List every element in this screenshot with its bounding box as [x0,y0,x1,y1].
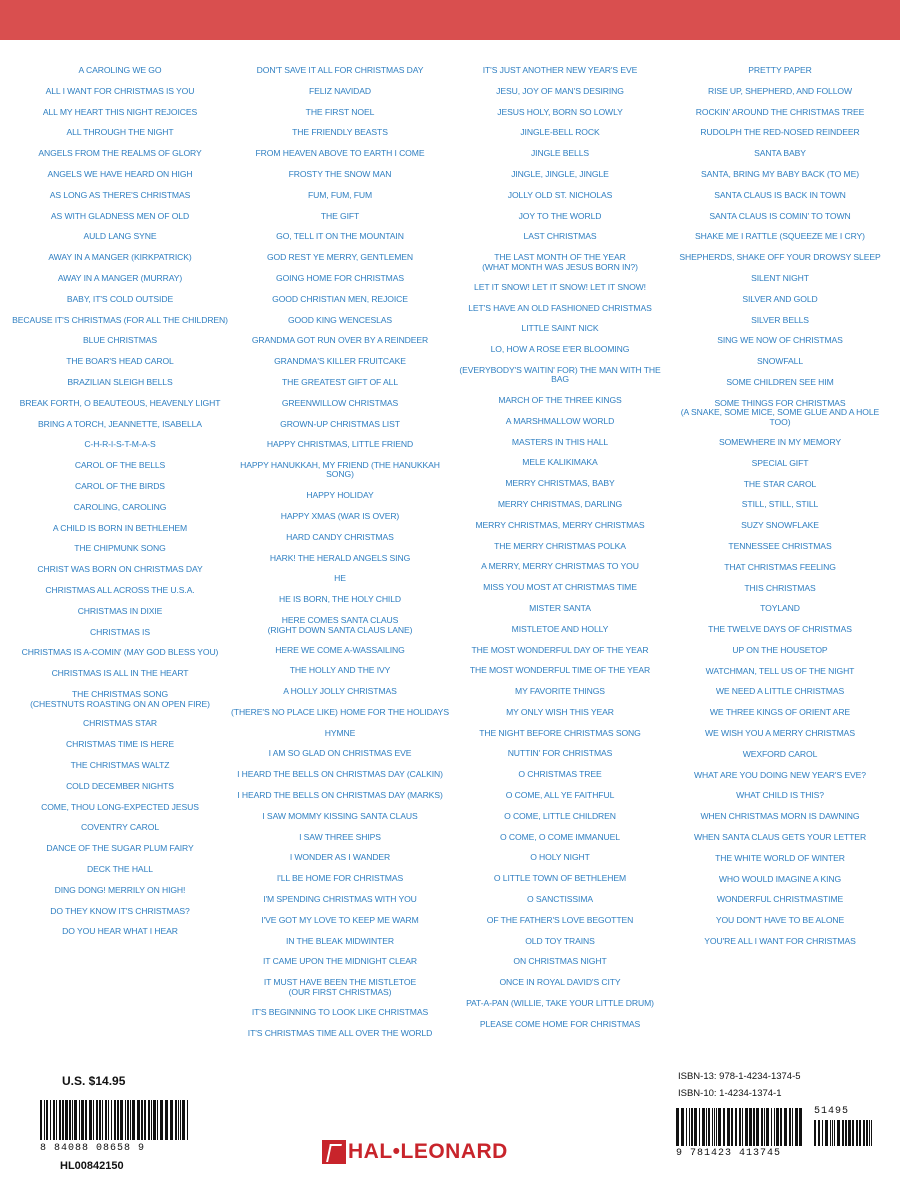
barcode-bar [739,1108,741,1146]
song-title: DING DONG! MERRILY ON HIGH! [54,884,186,895]
ean-digits: 9 781423 413745 [676,1148,782,1159]
song-title: A CAROLING WE GO [78,65,162,75]
barcode-bar [79,1100,80,1140]
song-title: IT CAME UPON THE MIDNIGHT CLEAR [263,956,417,967]
song-title: SHEPHERDS, SHAKE OFF YOUR DROWSY SLEEP [679,252,881,263]
barcode-bar [764,1108,765,1146]
song-title: SOMEWHERE IN MY MEMORY [718,436,842,447]
song-title: JESU, JOY OF MAN'S DESIRING [496,85,624,96]
song-title: GOOD CHRISTIAN MEN, REJOICE [272,293,408,304]
upc-barcode [40,1100,190,1140]
barcode-bar [718,1108,721,1146]
song-title: CAROL OF THE BIRDS [75,480,165,491]
song-title: LET'S HAVE AN OLD FASHIONED CHRISTMAS [468,302,652,313]
barcode-bar [702,1108,705,1146]
barcode-bar [699,1108,700,1146]
barcode-bar [50,1100,51,1140]
barcode-bar [81,1100,84,1140]
barcode-bar [105,1100,107,1140]
song-title: I WONDER AS I WANDER [289,852,391,863]
song-title: THE NIGHT BEFORE CHRISTMAS SONG [479,727,641,738]
song-title: MISS YOU MOST AT CHRISTMAS TIME [483,582,637,593]
song-title: MY FAVORITE THINGS [515,686,605,697]
isbn-10: ISBN-10: 1-4234-1374-1 [678,1088,782,1099]
song-title: O COME, O COME IMMANUEL [500,831,620,842]
barcode-bar [863,1120,865,1146]
song-title: YOU DON'T HAVE TO BE ALONE [715,915,845,926]
barcode-bar [85,1100,87,1140]
barcode-bar [742,1108,743,1146]
barcode-bar [160,1100,163,1140]
song-title: I HEARD THE BELLS ON CHRISTMAS DAY (MARKS) [237,790,443,801]
song-title: THE FRIENDLY BEASTS [292,127,388,138]
song-title: MASTERS IN THIS HALL [511,436,609,447]
song-title: ALL I WANT FOR CHRISTMAS IS YOU [45,85,195,96]
song-title: ROCKIN' AROUND THE CHRISTMAS TREE [695,106,865,117]
barcode-bar [96,1100,98,1140]
song-title: O COME, LITTLE CHILDREN [504,810,616,821]
song-title: ALL THROUGH THE NIGHT [66,127,174,138]
song-title: ONCE IN ROYAL DAVID'S CITY [499,977,621,988]
song-title: RISE UP, SHEPHERD, AND FOLLOW [707,85,853,96]
song-title: THE GIFT [320,210,360,221]
barcode-bar [856,1120,858,1146]
song-title: RUDOLPH THE RED-NOSED REINDEER [700,127,860,138]
song-title: A CHILD IS BORN IN BETHLEHEM [52,522,188,533]
song-title: MISTLETOE AND HOLLY [511,623,609,634]
song-title: MISTER SANTA [529,602,591,613]
song-column-1 [10,66,230,1049]
barcode-bar [127,1100,129,1140]
barcode-bar [178,1100,179,1140]
isbn-13: ISBN-13: 978-1-4234-1374-5 [678,1071,801,1082]
barcode-bar [795,1108,798,1146]
song-title: WHAT ARE YOU DOING NEW YEAR'S EVE? [694,769,866,780]
song-title: NUTTIN' FOR CHRISTMAS [507,748,613,759]
barcode-bar [771,1108,772,1146]
barcode-bar [832,1120,833,1146]
song-title: O CHRISTMAS TREE [518,769,602,780]
song-title: BECAUSE IT'S CHRISTMAS (FOR ALL THE CHILDREN) [12,314,228,325]
barcode-bar [132,1100,135,1140]
song-title: AS LONG AS THERE'S CHRISTMAS [49,189,191,200]
song-title: THIS CHRISTMAS [744,582,816,593]
song-list [10,66,890,1049]
hal-leonard-mark-icon [322,1140,346,1164]
barcode-bar [818,1120,820,1146]
barcode-bar [141,1100,143,1140]
barcode-bar [723,1108,725,1146]
barcode-bar [792,1108,793,1146]
song-title: WHEN CHRISTMAS MORN IS DAWNING [700,811,860,822]
song-title: ANGELS FROM THE REALMS OF GLORY [38,148,202,159]
song-title: THE FIRST NOEL [305,106,375,117]
barcode-bar [761,1108,763,1146]
publisher-logo [322,1140,508,1164]
song-title: A HOLLY JOLLY CHRISTMAS [283,686,397,697]
song-title: SILVER BELLS [751,314,809,325]
barcode-bar [56,1100,57,1140]
song-title: UP ON THE HOUSETOP [732,644,828,655]
song-title: MERRY CHRISTMAS, DARLING [497,498,623,509]
song-title: HAPPY HOLIDAY [306,490,374,501]
song-title: GOD REST YE MERRY, GENTLEMEN [266,252,414,263]
song-title: THE GREATEST GIFT OF ALL [281,376,399,387]
barcode-bar [848,1120,851,1146]
barcode-bar [869,1120,870,1146]
song-title: HAPPY HANUKKAH, MY FRIEND (THE HANUKKAH SONG) [240,460,440,480]
barcode-bar [689,1108,690,1146]
song-title: STILL, STILL, STILL [741,499,819,510]
song-title: SUZY SNOWFLAKE [741,520,819,531]
song-title: GOING HOME FOR CHRISTMAS [276,272,404,283]
song-title: SING WE NOW OF CHRISTMAS [717,335,843,346]
song-title: CHRISTMAS IN DIXIE [77,605,163,616]
song-column-2 [230,66,450,1049]
song-title: IT'S CHRISTMAS TIME ALL OVER THE WORLD [247,1027,433,1038]
song-title: I'VE GOT MY LOVE TO KEEP ME WARM [261,914,419,925]
barcode-bar [789,1108,791,1146]
barcode-bar [859,1120,861,1146]
song-title: ALL MY HEART THIS NIGHT REJOICES [42,106,198,117]
barcode-bar [120,1100,123,1140]
song-title: TENNESSEE CHRISTMAS [728,540,832,551]
song-title: BLUE CHRISTMAS [82,335,158,346]
song-title: SANTA CLAUS IS BACK IN TOWN [714,189,846,200]
barcode-bar [799,1108,802,1146]
song-title: HAPPY CHRISTMAS, LITTLE FRIEND [266,439,414,450]
song-title: O SANCTISSIMA [526,894,594,905]
song-title: GRANDMA'S KILLER FRUITCAKE [274,356,406,367]
song-title: GOOD KING WENCESLAS [287,314,393,325]
barcode-bar [175,1100,177,1140]
song-title: JINGLE BELLS [530,148,590,159]
song-title: MY ONLY WISH THIS YEAR [506,706,614,717]
publisher-name: HAL•LEONARD [348,1140,508,1163]
barcode-bar [706,1108,707,1146]
song-title: AWAY IN A MANGER (MURRAY) [57,272,183,283]
song-title: THE TWELVE DAYS OF CHRISTMAS [708,624,852,635]
song-title: LO, HOW A ROSE E'ER BLOOMING [490,344,630,355]
barcode-bar [766,1108,769,1146]
song-title: PLEASE COME HOME FOR CHRISTMAS [479,1018,641,1029]
song-title: FUM, FUM, FUM [307,189,373,200]
song-title: A MERRY, MERRY CHRISTMAS TO YOU [481,561,639,572]
song-title: YOU'RE ALL I WANT FOR CHRISTMAS [704,936,856,947]
song-title: THE CHRISTMAS SONG (CHESTNUTS ROASTING ON AN OPEN FIRE) [30,688,210,709]
barcode-bar [108,1100,109,1140]
barcode-bar [59,1100,61,1140]
song-title: COME, THOU LONG-EXPECTED JESUS [41,801,199,812]
song-title: THE LAST MONTH OF THE YEAR (WHAT MONTH WAS JESUS BORN IN?) [482,252,638,272]
barcode-bar [694,1108,697,1146]
song-title: THE BOAR'S HEAD CAROL [66,356,174,367]
song-title: CHRISTMAS TIME IS HERE [66,739,174,750]
ean-addon-digits: 51495 [814,1106,850,1117]
song-title: I SAW MOMMY KISSING SANTA CLAUS [262,810,418,821]
barcode-bar [114,1100,116,1140]
song-title: MERRY CHRISTMAS, BABY [505,478,615,489]
song-title: GO, TELL IT ON THE MOUNTAIN [276,231,404,242]
song-title: THE MERRY CHRISTMAS POLKA [494,540,626,551]
song-title: JOY TO THE WORLD [518,210,602,221]
song-title: CHRISTMAS IS ALL IN THE HEART [51,668,189,679]
barcode-bar [753,1108,755,1146]
song-title: WEXFORD CAROL [742,748,818,759]
song-title: WE THREE KINGS OF ORIENT ARE [709,707,851,718]
song-column-4 [670,66,890,1049]
song-title: BRING A TORCH, JEANNETTE, ISABELLA [38,418,202,429]
barcode-bar [170,1100,173,1140]
song-title: IT MUST HAVE BEEN THE MISTLETOE (OUR FIRST CHRISTMAS) [263,977,417,997]
song-title: PRETTY PAPER [748,65,812,75]
barcode-bar [102,1100,103,1140]
barcode-bar [130,1100,131,1140]
barcode-bar [774,1108,775,1146]
song-title: LAST CHRISTMAS [523,231,597,242]
price-label: U.S. $14.95 [62,1074,126,1088]
song-title: GROWN-UP CHRISTMAS LIST [280,418,400,429]
barcode-bar [825,1120,828,1146]
song-title: C-H-R-I-S-T-M-A-S [84,439,156,450]
song-title: HAPPY XMAS (WAR IS OVER) [280,510,400,521]
song-title: THE WHITE WORLD OF WINTER [715,852,845,863]
barcode-bar [735,1108,737,1146]
barcode-bar [731,1108,733,1146]
barcode-bar [111,1100,112,1140]
song-title: FELIZ NAVIDAD [308,85,372,96]
song-title: CHRISTMAS IS [90,626,150,637]
song-column-3 [450,66,670,1049]
song-title: WE NEED A LITTLE CHRISTMAS [715,686,845,697]
song-title: FROM HEAVEN ABOVE TO EARTH I COME [255,148,425,159]
song-title: AULD LANG SYNE [83,231,157,242]
barcode-bar [44,1100,45,1140]
barcode-bar [165,1100,168,1140]
song-title: THAT CHRISTMAS FEELING [724,561,836,572]
song-title: DO THEY KNOW IT'S CHRISTMAS? [50,905,190,916]
song-title: COVENTRY CAROL [80,822,160,833]
barcode-bar [40,1100,42,1140]
song-title: A MARSHMALLOW WORLD [505,415,615,426]
song-title: WE WISH YOU A MERRY CHRISTMAS [705,728,855,739]
song-title: WHO WOULD IMAGINE A KING [718,873,842,884]
song-title: AS WITH GLADNESS MEN OF OLD [50,210,190,221]
song-title: SANTA, BRING MY BABY BACK (TO ME) [701,168,859,179]
barcode-bar [686,1108,687,1146]
barcode-bar [749,1108,752,1146]
song-title: PAT-A-PAN (WILLIE, TAKE YOUR LITTLE DRUM) [466,998,654,1009]
item-code: HL00842150 [60,1160,124,1172]
top-color-band [0,0,900,40]
song-title: CHRIST WAS BORN ON CHRISTMAS DAY [37,564,203,575]
barcode-bar [681,1108,684,1146]
song-title: JINGLE-BELL ROCK [520,127,600,138]
barcode-bar [866,1120,868,1146]
song-title: SANTA BABY [754,148,806,159]
barcode-bar [69,1100,71,1140]
song-title: CHRISTMAS ALL ACROSS THE U.S.A. [45,584,195,595]
song-title: DO YOU HEAR WHAT I HEAR [62,926,178,937]
song-title: LET IT SNOW! LET IT SNOW! LET IT SNOW! [474,281,646,292]
song-title: SILENT NIGHT [751,272,809,283]
song-title: I SAW THREE SHIPS [299,831,381,842]
barcode-bar [187,1100,188,1140]
barcode-bar [157,1100,158,1140]
song-title: TOYLAND [760,603,800,614]
barcode-bar [837,1120,840,1146]
song-title: IT'S BEGINNING TO LOOK LIKE CHRISTMAS [251,1006,429,1017]
song-title: ANGELS WE HAVE HEARD ON HIGH [47,168,193,179]
barcode-bar [99,1100,101,1140]
song-title: HARD CANDY CHRISTMAS [286,531,394,542]
song-title: DON'T SAVE IT ALL FOR CHRISTMAS DAY [256,65,424,75]
song-title: THE MOST WONDERFUL DAY OF THE YEAR [471,644,649,655]
song-title: (EVERYBODY'S WAITIN' FOR) THE MAN WITH THE BAG [459,364,661,385]
barcode-bar [153,1100,156,1140]
song-title: THE MOST WONDERFUL TIME OF THE YEAR [469,665,651,676]
song-title: AWAY IN A MANGER (KIRKPATRICK) [48,252,192,263]
song-title: DANCE OF THE SUGAR PLUM FAIRY [46,843,194,854]
song-title: IN THE BLEAK MIDWINTER [286,935,394,946]
song-title: MELE KALIKIMAKA [522,457,598,468]
song-title: OF THE FATHER'S LOVE BEGOTTEN [486,914,634,925]
barcode-bar [62,1100,64,1140]
song-title: CHRISTMAS STAR [83,718,157,729]
song-title: CHRISTMAS IS A-COMIN' (MAY GOD BLESS YOU) [21,647,219,658]
song-title: SHAKE ME I RATTLE (SQUEEZE ME I CRY) [695,231,865,242]
barcode-bar [125,1100,126,1140]
barcode-bar [93,1100,94,1140]
song-title: HE [334,573,346,584]
barcode-bar [74,1100,77,1140]
song-title: BABY, IT'S COLD OUTSIDE [66,293,174,304]
song-title: SPECIAL GIFT [751,457,809,468]
barcode-bar [727,1108,730,1146]
song-title: SOME CHILDREN SEE HIM [726,376,834,387]
song-title: WATCHMAN, TELL US OF THE NIGHT [705,665,855,676]
song-title: CAROLING, CAROLING [73,501,167,512]
song-title: THE CHIPMUNK SONG [74,543,166,554]
barcode-bar [834,1120,835,1146]
barcode-bar [65,1100,68,1140]
song-title: WHAT CHILD IS THIS? [736,790,824,801]
song-title: BREAK FORTH, O BEAUTEOUS, HEAVENLY LIGHT [19,397,221,408]
song-title: I'LL BE HOME FOR CHRISTMAS [276,873,404,884]
barcode-bar [780,1108,782,1146]
barcode-bar [814,1120,816,1146]
barcode-bar [784,1108,787,1146]
song-title: SNOWFALL [757,356,803,367]
barcode-bar [871,1120,872,1146]
barcode-bar [676,1108,679,1146]
song-title: (THERE'S NO PLACE LIKE) HOME FOR THE HOLIDAYS [231,706,449,717]
barcode-bar [148,1100,150,1140]
barcode-bar [72,1100,73,1140]
song-title: JINGLE, JINGLE, JINGLE [511,168,609,179]
barcode-bar [53,1100,55,1140]
barcode-bar [182,1100,185,1140]
barcode-bar [776,1108,779,1146]
song-title: GREENWILLOW CHRISTMAS [281,397,399,408]
song-title: THE CHRISTMAS WALTZ [70,760,170,771]
song-title: MERRY CHRISTMAS, MERRY CHRISTMAS [475,519,645,530]
song-title: HERE COMES SANTA CLAUS (RIGHT DOWN SANTA CLAUS LANE) [267,614,413,635]
song-title: HYMNE [324,727,356,738]
song-title: HE IS BORN, THE HOLY CHILD [278,594,402,605]
song-title: BRAZILIAN SLEIGH BELLS [67,376,173,387]
barcode-bar [144,1100,146,1140]
song-title: I'M SPENDING CHRISTMAS WITH YOU [263,894,417,905]
song-title: SANTA CLAUS IS COMIN' TO TOWN [709,210,851,221]
song-title: JOLLY OLD ST. NICHOLAS [507,189,613,200]
song-title: I AM SO GLAD ON CHRISTMAS EVE [268,748,412,759]
barcode-bar [830,1120,831,1146]
barcode-bar [46,1100,48,1140]
barcode-bar [716,1108,717,1146]
barcode-bar [756,1108,759,1146]
upc-digits: 8 84088 08658 9 [40,1143,146,1154]
ean-barcode [676,1108,804,1146]
song-title: SILVER AND GOLD [742,293,818,304]
barcode-bar [151,1100,152,1140]
song-title: FROSTY THE SNOW MAN [288,168,392,179]
barcode-bar [845,1120,847,1146]
barcode-bar [117,1100,119,1140]
barcode-bar [89,1100,92,1140]
song-title: O LITTLE TOWN OF BETHLEHEM [493,873,627,884]
song-title: THE HOLLY AND THE IVY [289,665,391,676]
song-title: LITTLE SAINT NICK [521,323,599,334]
barcode-bar [708,1108,710,1146]
song-title: JESUS HOLY, BORN SO LOWLY [497,106,623,117]
song-title: WHEN SANTA CLAUS GETS YOUR LETTER [693,832,867,843]
song-title: I HEARD THE BELLS ON CHRISTMAS DAY (CALKIN) [237,769,443,780]
song-title: THE STAR CAROL [743,478,817,489]
barcode-bar [137,1100,140,1140]
song-title: MARCH OF THE THREE KINGS [498,394,622,405]
barcode-bar [822,1120,823,1146]
song-title: HARK! THE HERALD ANGELS SING [269,552,411,563]
song-title: IT'S JUST ANOTHER NEW YEAR'S EVE [482,65,638,75]
song-title: CAROL OF THE BELLS [74,460,166,471]
ean-addon-barcode [814,1120,876,1146]
song-title: GRANDMA GOT RUN OVER BY A REINDEER [251,335,429,346]
song-title: COLD DECEMBER NIGHTS [66,780,174,791]
barcode-bar [842,1120,844,1146]
song-title: SOME THINGS FOR CHRISTMAS (A SNAKE, SOME MICE, SOME GLUE AND A HOLE TOO) [680,397,880,427]
song-title: DECK THE HALL [87,864,153,875]
song-title: O COME, ALL YE FAITHFUL [505,790,615,801]
barcode-bar [691,1108,693,1146]
barcode-bar [852,1120,854,1146]
barcode-bar [745,1108,748,1146]
barcode-bar [714,1108,715,1146]
barcode-bar [712,1108,713,1146]
song-title: ON CHRISTMAS NIGHT [513,956,607,967]
song-title: HERE WE COME A-WASSAILING [275,644,405,655]
song-title: OLD TOY TRAINS [525,935,595,946]
barcode-bar [180,1100,181,1140]
song-title: O HOLY NIGHT [530,852,590,863]
song-title: WONDERFUL CHRISTMASTIME [716,894,844,905]
